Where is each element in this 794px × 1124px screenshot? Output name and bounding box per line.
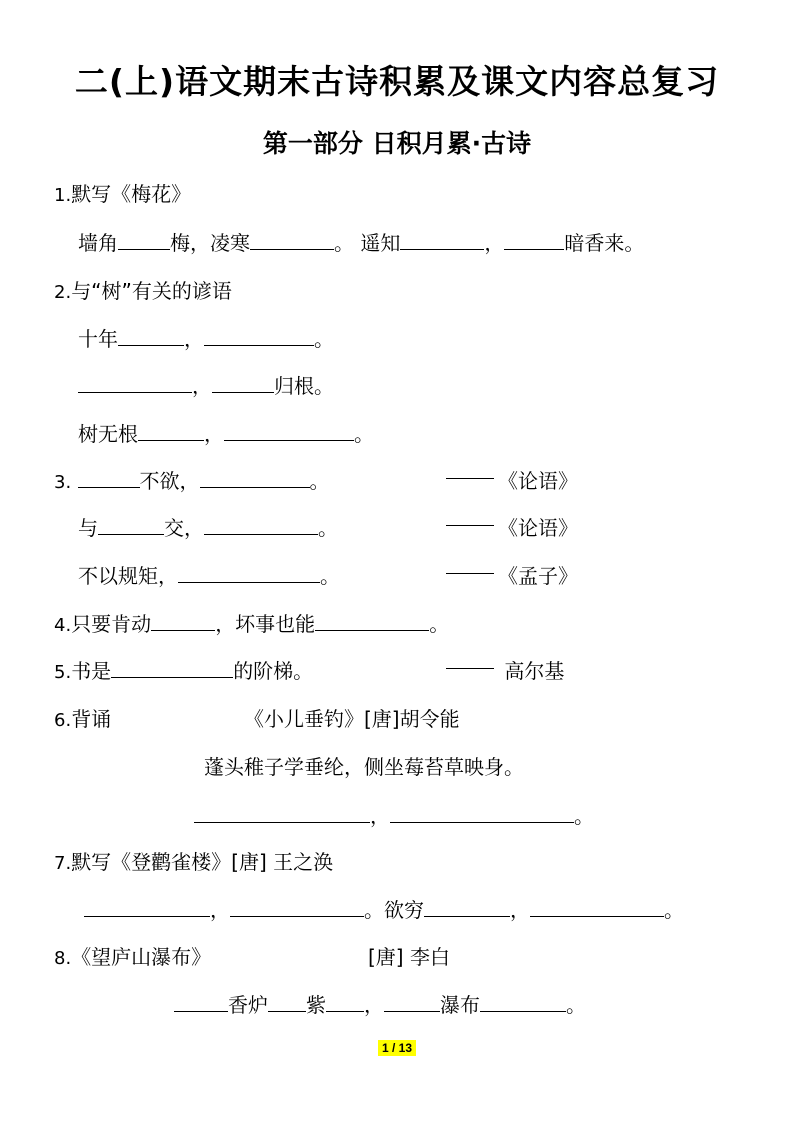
q7-answer-line: ， 。欲穷 ， 。 bbox=[84, 896, 684, 924]
fill-blank[interactable] bbox=[78, 372, 192, 393]
q1-heading: 1.默写《梅花》 bbox=[54, 182, 192, 206]
fill-blank[interactable] bbox=[424, 896, 510, 917]
q2-line-3: 树无根 ， 。 bbox=[78, 422, 374, 446]
fill-blank[interactable] bbox=[178, 562, 320, 583]
page-title: 二(上)语文期末古诗积累及课文内容总复习 bbox=[74, 62, 720, 101]
q5-source: 高尔基 bbox=[446, 657, 564, 685]
q8-author: [唐] 李白 bbox=[368, 945, 450, 969]
source-dash bbox=[446, 478, 494, 479]
source-dash bbox=[446, 573, 494, 574]
fill-blank[interactable] bbox=[111, 657, 233, 678]
fill-blank[interactable] bbox=[204, 325, 314, 346]
fill-blank[interactable] bbox=[204, 514, 318, 535]
fill-blank[interactable] bbox=[138, 420, 204, 441]
q5-line: 5.书是 的阶梯。 bbox=[54, 659, 314, 683]
fill-blank[interactable] bbox=[78, 467, 140, 488]
fill-blank[interactable] bbox=[250, 229, 334, 250]
q3-line-2: 与 交， 。 bbox=[78, 516, 338, 540]
q6-heading: 6.背诵 bbox=[54, 707, 112, 731]
fill-blank[interactable] bbox=[200, 467, 310, 488]
fill-blank[interactable] bbox=[98, 514, 164, 535]
fill-blank[interactable] bbox=[118, 229, 170, 250]
fill-blank[interactable] bbox=[480, 991, 566, 1012]
page-number: 1 / 13 bbox=[378, 1040, 416, 1056]
source-dash bbox=[446, 668, 494, 669]
fill-blank[interactable] bbox=[118, 325, 184, 346]
q3-source-2: 《论语》 bbox=[446, 514, 578, 542]
fill-blank[interactable] bbox=[268, 991, 306, 1012]
q2-line-1: 十年 ， 。 bbox=[78, 327, 334, 351]
q4-line: 4.只要肯动 ，坏事也能 。 bbox=[54, 612, 450, 636]
section-subtitle: 第一部分 日积月累·古诗 bbox=[262, 129, 532, 158]
q7-heading: 7.默写《登鹳雀楼》[唐] 王之涣 bbox=[54, 850, 334, 874]
q2-heading: 2.与“树”有关的谚语 bbox=[54, 279, 232, 303]
fill-blank[interactable] bbox=[194, 802, 370, 823]
q3-line-1: 3. 不欲， 。 bbox=[54, 469, 330, 493]
q3-line-3: 不以规矩， 。 bbox=[78, 564, 340, 588]
fill-blank[interactable] bbox=[230, 896, 364, 917]
q6-answer-line: ， 。 bbox=[194, 802, 594, 830]
fill-blank[interactable] bbox=[400, 229, 484, 250]
fill-blank[interactable] bbox=[530, 896, 664, 917]
fill-blank[interactable] bbox=[390, 802, 574, 823]
fill-blank[interactable] bbox=[174, 991, 228, 1012]
q6-poem-title: 《小儿垂钓》[唐]胡令能 bbox=[244, 707, 460, 731]
fill-blank[interactable] bbox=[224, 420, 354, 441]
fill-blank[interactable] bbox=[315, 610, 429, 631]
q2-line-2: ， 归根。 bbox=[78, 372, 334, 400]
fill-blank[interactable] bbox=[326, 991, 364, 1012]
fill-blank[interactable] bbox=[84, 896, 210, 917]
fill-blank[interactable] bbox=[384, 991, 440, 1012]
q6-poem-line: 蓬头稚子学垂纶，侧坐莓苔草映身。 bbox=[204, 755, 524, 779]
fill-blank[interactable] bbox=[212, 372, 274, 393]
q3-source-3: 《孟子》 bbox=[446, 562, 578, 590]
q3-source-1: 《论语》 bbox=[446, 467, 578, 495]
q8-answer-line: 香炉 紫 ， 瀑布 。 bbox=[174, 991, 586, 1019]
q1-line: 墙角 梅，凌寒 。 遥知 ， 暗香来。 bbox=[78, 231, 645, 255]
q8-heading: 8.《望庐山瀑布》 bbox=[54, 945, 212, 969]
fill-blank[interactable] bbox=[504, 229, 564, 250]
fill-blank[interactable] bbox=[151, 610, 215, 631]
source-dash bbox=[446, 525, 494, 526]
